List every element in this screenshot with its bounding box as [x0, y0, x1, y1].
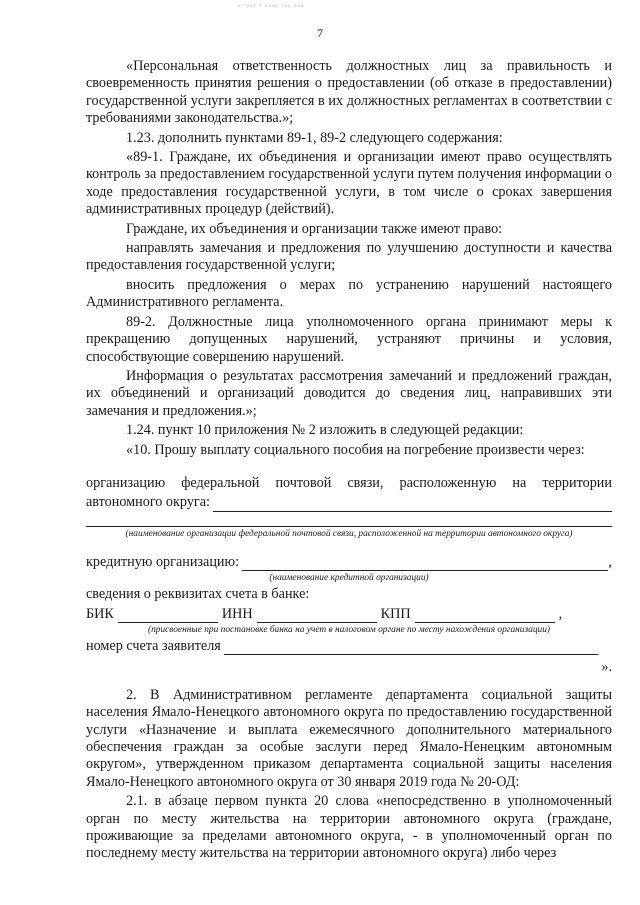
postal-region-label: автономного округа: — [86, 494, 210, 511]
account-input[interactable] — [224, 640, 598, 655]
account-field-row — [86, 638, 612, 655]
credit-caption: (наименование кредитной организации) — [269, 573, 429, 584]
credit-end-mark: , — [608, 553, 612, 570]
spacer — [86, 546, 612, 554]
paragraph: «89-1. Граждане, их объединения и организации имеют право осуществлять контроль за предоставлением государственной услуги путем получения информации о ходе предоставления государственной услуги, в том числе о сроках завершения административных процедур (действий). — [86, 149, 612, 218]
spacer — [86, 461, 612, 475]
bank-end-mark: , — [558, 605, 563, 622]
paragraph: Информация о результатах рассмотрения замечаний и предложений граждан, их объединений и организаций доводится до сведения лиц, направивших эти замечания и предложения.»; — [86, 367, 612, 419]
bik-label: БИК — [86, 605, 114, 622]
credit-field-row — [86, 554, 612, 571]
paragraph: 1.24. пункт 10 приложения № 2 изложить в следующей редакции: — [126, 422, 524, 439]
credit-org-label: кредитную организацию: — [86, 553, 240, 570]
postal-org-input[interactable] — [213, 497, 612, 512]
kpp-input[interactable] — [415, 609, 555, 623]
account-label: номер счета заявителя — [86, 637, 221, 654]
bank-caption: (присвоенные при постановке банка на учет в налоговом органе по месту нахождения организации) — [147, 624, 551, 635]
paragraph: направлять замечания и предложения по улучшению доступности и качества предоставления государственной услуги; — [86, 240, 612, 274]
postal-caption: (наименование организации федеральной почтовой связи, расположенной на территории автономного округа) — [125, 528, 573, 539]
credit-org-input[interactable] — [242, 556, 608, 571]
paragraph: 2.1. в абзаце первом пункта 20 слова «непосредственно в уполномоченный орган по месту жительства на территории автономного округа (граждане, проживающие за пределами автономного округа, - в уполномоченный орган по последнему месту жительства на территории автономного округа) либо через — [86, 793, 612, 862]
page-number: 7 — [317, 26, 323, 40]
closing-quote-mark: ». — [601, 659, 612, 676]
paragraph: «Персональная ответственность должностных лиц за правильность и своевременность принятия решения о предоставлении (об отказе в предоставлении) государственной услуги закрепляется в их должностных регламентах в соответствии с требованиями законодательства.»; — [86, 58, 612, 127]
document-body — [86, 58, 612, 865]
bik-input[interactable] — [118, 609, 218, 623]
bank-details-row — [86, 606, 612, 623]
inn-label: ИНН — [221, 605, 253, 622]
postal-org-input-line2[interactable] — [86, 514, 612, 527]
scan-artifact: ᵃ⁻ᵖᵃᵈ ᶠ ᵏᵃᵃᵖ ᵃᵃᵃ ᵏᵃᵃ — [238, 2, 305, 11]
inn-input[interactable] — [257, 609, 377, 623]
kpp-label: КПП — [380, 605, 411, 622]
postal-option-text: организацию федеральной почтовой связи, расположенную на территории — [86, 474, 612, 491]
postal-field-row — [86, 494, 612, 511]
paragraph: 89-2. Должностные лица уполномоченного органа принимают меры к прекращению допущенных нарушений, устраняют причины и условия, способствующие совершению нарушений. — [86, 313, 612, 365]
bank-details-label: сведения о реквизитах счета в банке: — [86, 586, 310, 603]
paragraph: 2. В Административном регламенте департамента социальной защиты населения Ямало-Ненецкого автономного округа по предоставлению государственной услуги «Назначение и выплата ежемесячного дополнительного материального обеспечения граждан за особые заслуги перед Ямало-Ненецким автономным округом», утвержденном приказом департамента социальной защиты населения Ямало-Ненецкого автономного округа от 30 января 2019 года № 20-ОД: — [86, 686, 612, 790]
paragraph: Граждане, их объединения и организации также имеют право: — [126, 220, 503, 237]
paragraph: вносить предложения о мерах по устранению нарушений настоящего Административного регламента. — [86, 276, 612, 311]
paragraph: «10. Прошу выплату социального пособия на погребение произвести через: — [126, 441, 585, 458]
paragraph: 1.23. дополнить пунктами 89-1, 89-2 следующего содержания: — [126, 129, 503, 146]
